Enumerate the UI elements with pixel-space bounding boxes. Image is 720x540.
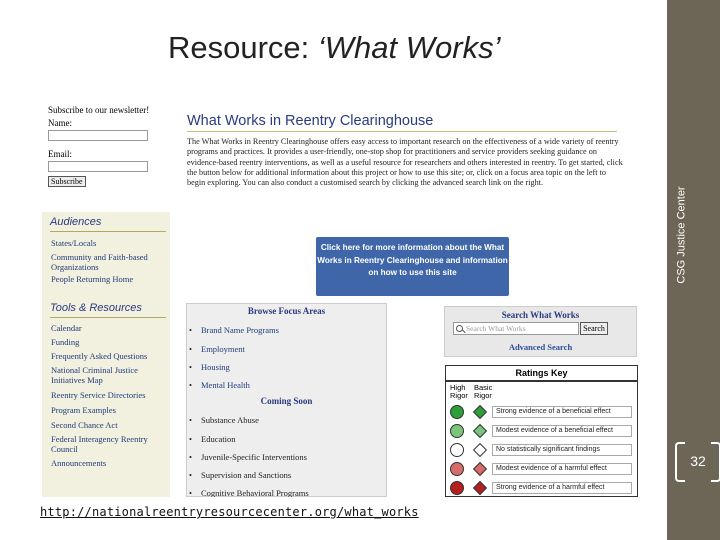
sidebar-item-faq[interactable]: Frequently Asked Questions [51,351,148,361]
website-screenshot [40,97,648,497]
slide-title [168,30,500,66]
search-heading: Search What Works [501,310,580,320]
focus-areas-heading: Browse Focus Areas [247,306,326,316]
sidebar-item-states-locals[interactable]: States/Locals [51,238,97,248]
coming-item-juvenile: • Juvenile-Specific Interventions [201,452,307,462]
sidebar-item-announcements[interactable]: Announcements [51,458,107,468]
page-title: What Works in Reentry Clearinghouse [187,113,434,129]
focus-item-housing[interactable]: • Housing [201,362,230,372]
title-divider [187,131,617,132]
tools-divider [50,317,166,318]
rating-row [446,460,637,478]
more-info-button[interactable]: Click here for more information about the What Works in Reentry Clearinghouse and information on how to use this site [316,237,509,296]
sidebar-item-people-returning[interactable]: People Returning Home [51,274,134,284]
rating-diamond-icon [473,462,487,476]
rating-row [446,441,637,459]
sidebar-item-directories[interactable]: Reentry Service Directories [51,390,146,400]
coming-item-education: • Education [201,434,235,444]
ratings-heading: Ratings Key [446,366,637,382]
rating-circle-icon [450,443,464,457]
ratings-key [445,365,638,497]
page-number: 32 [675,442,720,480]
rating-circle-icon [450,405,464,419]
search-button[interactable]: Search [580,322,608,335]
audiences-heading: Audiences [50,216,102,228]
rating-label: Modest evidence of a beneficial effect [492,425,632,437]
rating-diamond-icon [473,443,487,457]
audiences-divider [50,231,166,232]
newsletter-form [48,105,173,187]
coming-item-supervision: • Supervision and Sanctions [201,470,291,480]
sidebar-item-interagency[interactable]: Federal Interagency Reentry Council [51,434,148,454]
coming-item-cognitive: • Cognitive Behavioral Programs [201,488,309,497]
rating-diamond-icon [473,405,487,419]
coming-soon-heading: Coming Soon [260,396,313,406]
source-url[interactable]: http://nationalreentryresourcecenter.org/what_works [40,505,419,519]
name-field[interactable] [48,130,148,141]
sidebar-nav [42,212,170,497]
rating-row [446,403,637,421]
sidebar-item-ncj-map[interactable]: National Criminal Justice Initiatives Map [51,365,138,385]
name-label: Name: [48,118,72,128]
rating-diamond-icon [473,481,487,495]
rating-row [446,422,637,440]
newsletter-heading: Subscribe to our newsletter! [48,105,150,115]
focus-areas-panel [186,303,387,497]
rating-circle-icon [450,462,464,476]
side-label-text: CSG Justice Center [676,186,689,284]
email-field[interactable] [48,161,148,172]
sidebar-item-calendar[interactable]: Calendar [51,323,82,333]
subscribe-button[interactable]: Subscribe [48,176,86,187]
slide-title-emphasis: ‘What Works’ [317,30,501,65]
advanced-search-link[interactable]: Advanced Search [508,342,573,352]
email-label: Email: [48,149,72,159]
sidebar-item-program-examples[interactable]: Program Examples [51,405,116,415]
sidebar-item-community-orgs[interactable]: Community and Faith-based Organizations [51,252,148,272]
coming-item-substance-abuse: • Substance Abuse [201,415,259,425]
col-high-rigor: High Rigor [450,383,468,400]
rating-circle-icon [450,424,464,438]
search-input[interactable]: Search What Works [453,322,579,335]
focus-item-mental-health[interactable]: • Mental Health [201,380,250,390]
sidebar-item-second-chance[interactable]: Second Chance Act [51,420,118,430]
rating-label: Modest evidence of a harmful effect [492,463,632,475]
rating-label: Strong evidence of a beneficial effect [492,406,632,418]
col-basic-rigor: Basic Rigor [474,383,493,400]
side-label [672,130,692,340]
rating-row [446,479,637,497]
focus-item-brand-name[interactable]: • Brand Name Programs [201,325,279,335]
search-panel [444,306,637,357]
sidebar-item-funding[interactable]: Funding [51,337,80,347]
intro-text: The What Works in Reentry Clearinghouse offers easy access to important research on the effectiveness of a wide variety of reentry programs and practices. It provides a user-friendly, one-stop shop for practitioners and service providers seeking guidance on evidence-based reentry interventions, as well as a useful resource for researchers and others interested in reentry. To get started, click the button below for additional information about this project or how to use this site; or, click on a focus area topic on the left to begin exploring. You can also conduct a customised search by clicking the advanced search link on the right. [187,137,623,188]
rating-diamond-icon [473,424,487,438]
rating-circle-icon [450,481,464,495]
rating-label: Strong evidence of a harmful effect [492,482,632,494]
rating-label: No statistically significant findings [492,444,632,456]
focus-item-employment[interactable]: • Employment [201,344,245,354]
search-icon [456,325,463,332]
slide-title-prefix: Resource: [168,30,318,65]
tools-heading: Tools & Resources [50,302,142,314]
